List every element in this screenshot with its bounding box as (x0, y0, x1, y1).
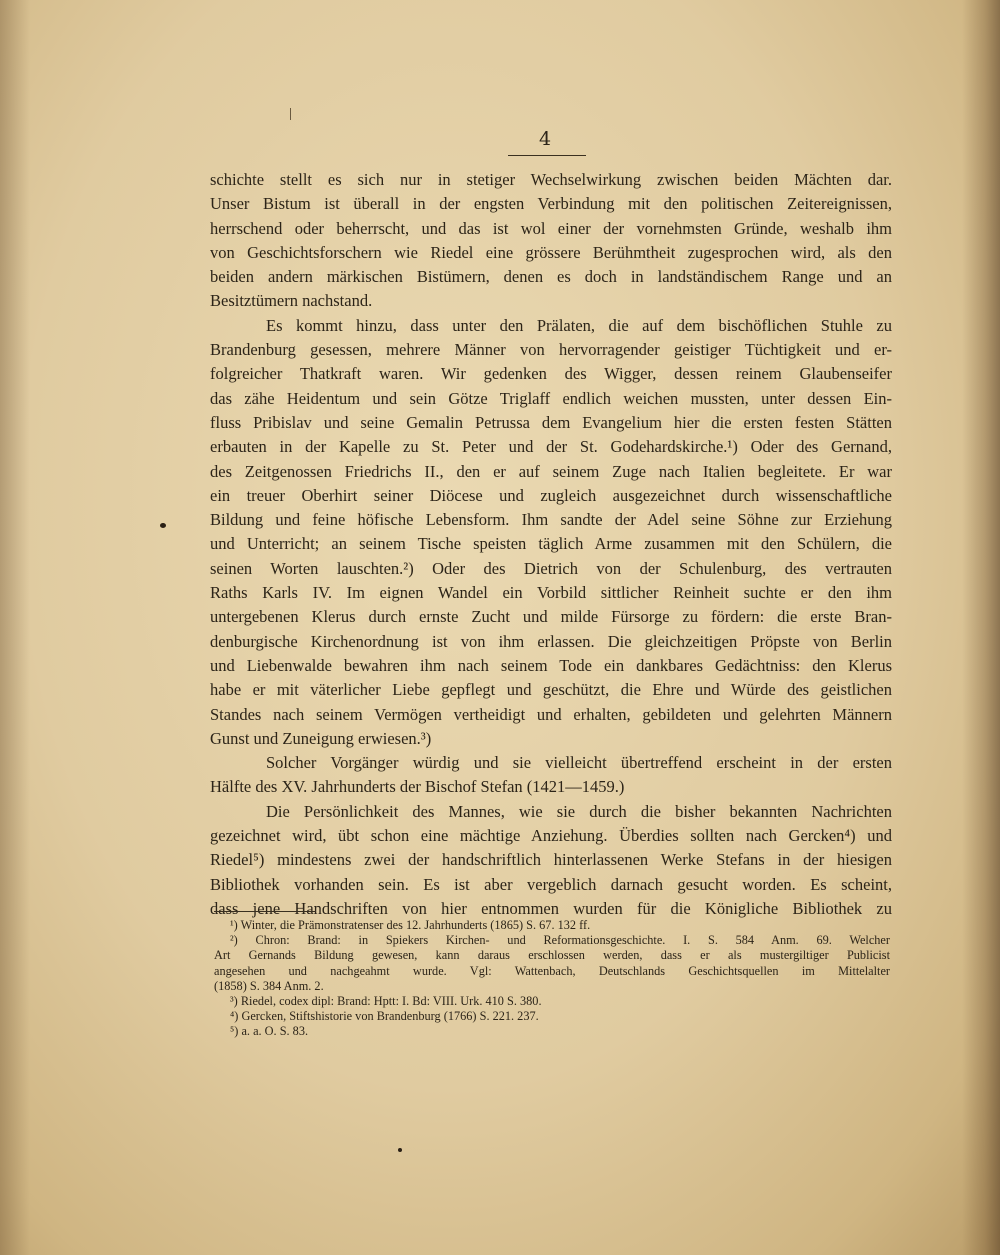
text-line: gezeichnet wird, übt schon eine mächtige Anziehung. Überdies sollten nach Gercken⁴) und (210, 826, 892, 846)
page-number-rule (508, 155, 586, 156)
text-line: seinen Worten lauschten.²) Oder des Dietrich von der Schulenburg, des vertrauten (210, 558, 892, 578)
footnote-line: (1858) S. 384 Anm. 2. (214, 978, 324, 993)
ink-blot (160, 523, 166, 528)
text-line: habe er mit väterlicher Liebe gepflegt und geschützt, die Ehre und Würde des geistlichen (210, 680, 892, 700)
ink-speck (290, 108, 291, 120)
text-line: des Zeitgenossen Friedrichs II., den er auf seinem Zuge nach Italien begleitete. Er war (210, 461, 892, 481)
text-line: von Geschichtsforschern wie Riedel eine grössere Berühmtheit zugesprochen wird, als den (210, 242, 892, 262)
footnote-rule (214, 911, 316, 912)
text-line: Die Persönlichkeit des Mannes, wie sie durch die bisher bekannten Nachrichten (266, 801, 892, 821)
footnote-line: ³) Riedel, codex dipl: Brand: Hptt: I. Bd: VIII. Urk. 410 S. 380. (230, 994, 542, 1009)
text-line: Es kommt hinzu, dass unter den Prälaten, die auf dem bischöflichen Stuhle zu (266, 315, 892, 335)
ink-blot (398, 1148, 402, 1152)
text-line: dass jene Handschriften von hier entnommen wurden für die Königliche Bibliothek zu (210, 898, 892, 918)
footnote-line: ⁴) Gercken, Stiftshistorie von Brandenburg (1766) S. 221. 237. (230, 1009, 539, 1024)
footnote-line: ¹) Winter, die Prämonstratenser des 12. Jahrhunderts (1865) S. 67. 132 ff. (230, 918, 591, 932)
page-edge-shadow-left (0, 0, 30, 1255)
footnote-line: Art Gernands Bildung gewesen, kann daraus erschlossen werden, dass er als mustergiltiger Publicist (214, 948, 890, 963)
text-line: folgreicher Thatkraft waren. Wir gedenken des Wigger, dessen reinem Glaubenseifer (210, 364, 892, 384)
footnote-line: ²) Chron: Brand: in Spiekers Kirchen- und Reformationsgeschichte. I. S. 584 Anm. 69. Welcher (230, 933, 890, 948)
text-line: beiden andern märkischen Bistümern, denen es doch in landständischem Range und an (210, 267, 892, 287)
text-line: Bibliothek vorhanden sein. Es ist aber vergeblich darnach gesucht worden. Es scheint, (210, 874, 892, 894)
text-line: Solcher Vorgänger würdig und sie vielleicht übertreffend erscheint in der ersten (266, 753, 892, 773)
text-line: und Unterricht; an seinem Tische speisten täglich Arme zusammen mit den Schülern, die (210, 534, 892, 554)
text-line: denburgische Kirchenordnung ist von ihm erlassen. Die gleichzeitigen Pröpste von Berlin (210, 631, 892, 651)
text-line: und Liebenwalde bewahren ihm nach seinem Tode ein dankbares Gedächtniss: den Klerus (210, 655, 892, 675)
text-line: herrschend oder beherrscht, und das ist wol einer der vornehmsten Gründe, weshalb ihm (210, 218, 892, 238)
text-line: Gunst und Zuneigung erwiesen.³) (210, 728, 432, 748)
text-line: Unser Bistum ist überall in der engsten Verbindung mit den politischen Zeitereignissen, (210, 194, 892, 214)
text-line: Raths Karls IV. Im eignen Wandel ein Vorbild sittlicher Reinheit suchte er den ihm (210, 583, 892, 603)
text-line: ein treuer Oberhirt seiner Diöcese und zugleich ausgezeichnet durch wissenschaftliche (210, 485, 892, 505)
text-line: Besitztümern nachstand. (210, 291, 373, 311)
text-line: Hälfte des XV. Jahrhunderts der Bischof Stefan (1421—1459.) (210, 777, 625, 797)
text-line: schichte stellt es sich nur in stetiger Wechselwirkung zwischen beiden Mächten dar. (210, 170, 892, 189)
text-line: Bildung und feine höfische Lebensform. Ihm sandte der Adel seine Söhne zur Erziehung (210, 510, 892, 530)
text-line: Brandenburg gesessen, mehrere Männer von hervorragender geistiger Tüchtigkeit und er- (210, 340, 892, 360)
text-line: untergebenen Klerus durch ernste Zucht und milde Fürsorge zu fördern: die erste Bran- (210, 607, 892, 627)
footnote-line: angesehen und nachgeahmt wurde. Vgl: Wattenbach, Deutschlands Geschichtsquellen im Mittelalter (214, 963, 890, 978)
text-line: erbauten in der Kapelle zu St. Peter und der St. Godehardskirche.¹) Oder des Gernand, (210, 437, 892, 457)
text-line: Standes nach seinem Vermögen vertheidigt und erhalten, gebildeten und gelehrten Männern (210, 704, 892, 724)
body-text (210, 168, 892, 921)
footnotes (214, 918, 890, 1040)
text-line: Riedel⁵) mindestens zwei der handschriftlich hinterlassenen Werke Stefans in der hiesigen (210, 850, 892, 870)
text-line: fluss Pribislav und seine Gemalin Petrussa dem Evangelium hier die ersten festen Stätten (210, 412, 892, 432)
text-line: das zähe Heidentum und sein Götze Triglaff endlich weichen mussten, unter dessen Ein- (210, 388, 892, 408)
footnote-line: ⁵) a. a. O. S. 83. (230, 1024, 309, 1039)
page-edge-shadow-right (962, 0, 1000, 1255)
page-number: 4 (538, 128, 552, 150)
